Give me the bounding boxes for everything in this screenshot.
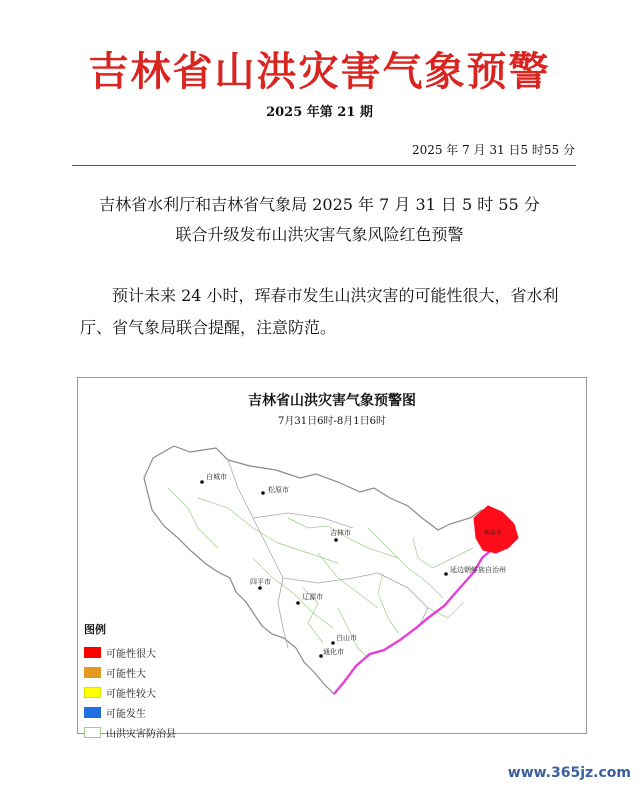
warning-paragraph: 预计未来 24 小时，珲春市发生山洪灾害的可能性很大，省水利厅、省气象局联合提醒，注意防范。	[80, 286, 559, 337]
legend-item	[84, 702, 176, 722]
legend-swatch-red	[84, 647, 101, 658]
city-label-tonghua: 通化市	[323, 648, 344, 656]
city-label-songyuan: 松原市	[268, 486, 289, 494]
map-legend	[84, 621, 176, 742]
legend-swatch-orange	[84, 667, 101, 678]
city-label-baishan: 白山市	[336, 634, 357, 642]
legend-item	[84, 662, 176, 682]
notice-line-2: 联合升级发布山洪灾害气象风险红色预警	[175, 225, 464, 244]
legend-item	[84, 722, 176, 742]
city-label-yanbian: 延边朝鲜族自治州	[450, 566, 506, 574]
watermark: www.365jz.com	[507, 765, 631, 781]
legend-item	[84, 682, 176, 702]
legend-label: 山洪灾害防治县	[106, 728, 176, 740]
notice-line-1: 吉林省水利厅和吉林省气象局 2025 年 7 月 31 日 5 时 55 分	[99, 195, 540, 214]
legend-label: 可能性大	[106, 668, 146, 680]
legend-swatch-county	[84, 727, 101, 738]
legend-label: 可能性很大	[106, 648, 156, 660]
city-label-siping: 四平市	[250, 578, 271, 586]
legend-title: 图例	[84, 623, 106, 636]
issue-datetime: 2025 年 7 月 31 日5 时55 分	[411, 143, 575, 157]
city-label-liaoyuan: 辽源市	[302, 593, 323, 601]
page-title: 吉林省山洪灾害气象预警	[88, 48, 551, 95]
legend-label: 可能发生	[106, 708, 146, 720]
legend-label: 可能性较大	[106, 688, 156, 700]
legend-swatch-yellow	[84, 687, 101, 698]
header-divider	[72, 165, 576, 166]
legend-item	[84, 642, 176, 662]
city-label-hunchun: 珲春市	[484, 530, 503, 537]
legend-swatch-blue	[84, 707, 101, 718]
issue-number: 2025 年第 21 期	[266, 105, 373, 120]
map-title: 吉林省山洪灾害气象预警图	[248, 393, 416, 409]
warning-map	[77, 377, 587, 740]
city-label-jilin: 吉林市	[330, 529, 351, 537]
map-subtitle: 7月31日6时-8月1日6时	[278, 416, 386, 427]
city-label-baicheng: 白城市	[206, 473, 227, 481]
